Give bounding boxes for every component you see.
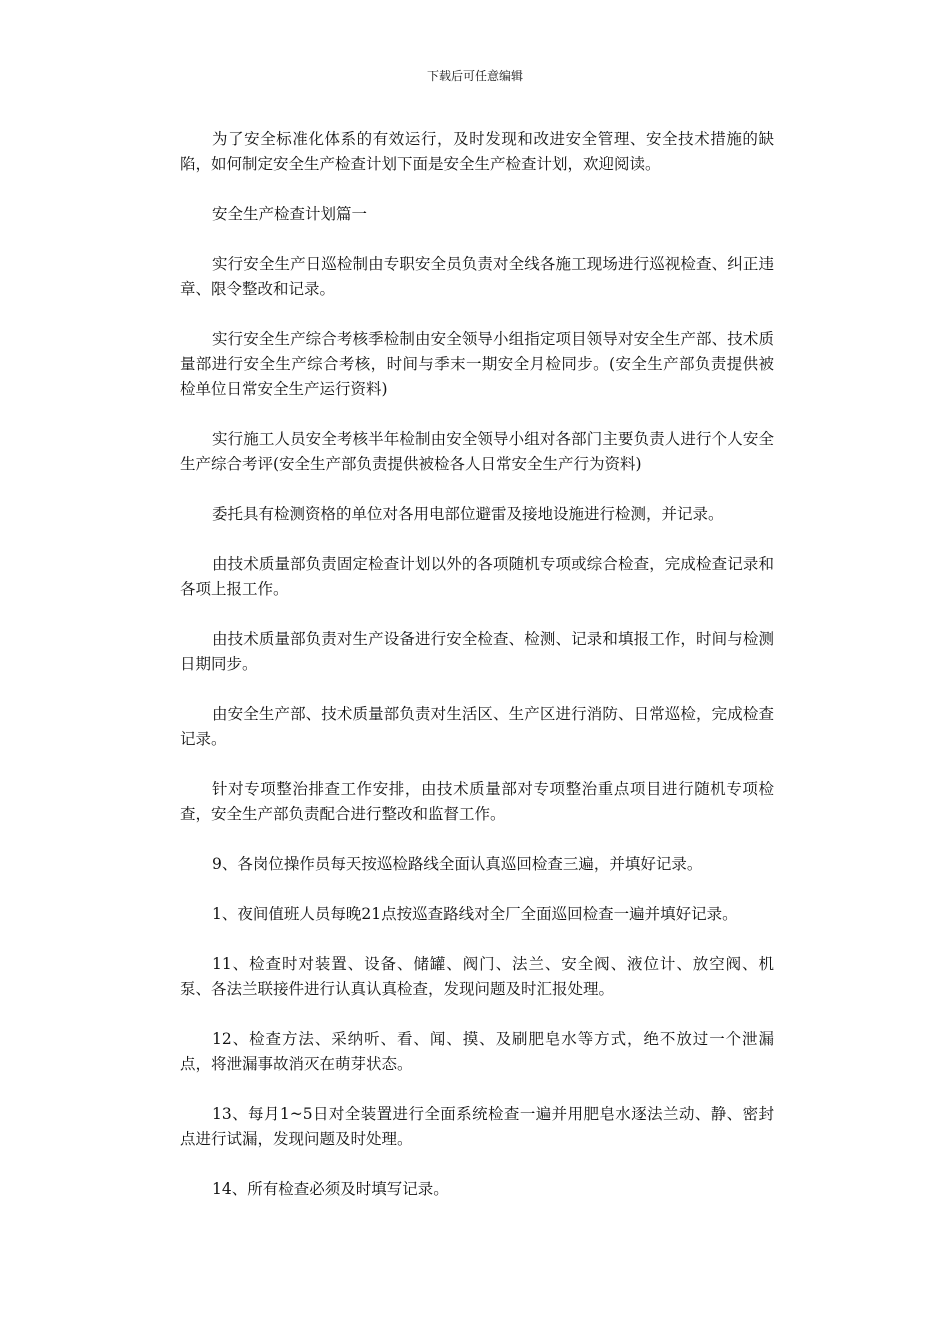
body-paragraph: 针对专项整治排查工作安排，由技术质量部对专项整治重点项目进行随机专项检查，安全生产部负责配合进行整改和监督工作。 (180, 780, 774, 823)
body-paragraph: 实行安全生产综合考核季检制由安全领导小组指定项目领导对安全生产部、技术质量部进行安全生产综合考核，时间与季末一期安全月检同步。(安全生产部负责提供被检单位日常安全生产运行资料) (180, 330, 774, 398)
section-heading: 安全生产检查计划篇一 (212, 205, 368, 223)
body-paragraph: 实行安全生产日巡检制由专职安全员负责对全线各施工现场进行巡视检查、纠正违章、限令整改和记录。 (180, 255, 774, 298)
numbered-item: 13、每月1~5日对全装置进行全面系统检查一遍并用肥皂水逐法兰动、静、密封点进行试漏，发现问题及时处理。 (180, 1105, 774, 1148)
body-paragraph: 由技术质量部负责固定检查计划以外的各项随机专项或综合检查，完成检查记录和各项上报工作。 (180, 555, 774, 598)
intro-paragraph: 为了安全标准化体系的有效运行，及时发现和改进安全管理、安全技术措施的缺陷，如何制定安全生产检查计划下面是安全生产检查计划，欢迎阅读。 (180, 130, 774, 173)
numbered-item: 14、所有检查必须及时填写记录。 (212, 1180, 449, 1198)
body-paragraph: 委托具有检测资格的单位对各用电部位避雷及接地设施进行检测，并记录。 (212, 505, 724, 523)
body-paragraph: 由安全生产部、技术质量部负责对生活区、生产区进行消防、日常巡检，完成检查记录。 (180, 705, 774, 748)
numbered-item: 1、夜间值班人员每晚21点按巡查路线对全厂全面巡回检查一遍并填好记录。 (212, 905, 738, 923)
numbered-item: 9、各岗位操作员每天按巡检路线全面认真巡回检查三遍，并填好记录。 (212, 855, 703, 873)
page-header: 下载后可任意编辑 (426, 69, 523, 83)
numbered-item: 11、检查时对装置、设备、储罐、阀门、法兰、安全阀、液位计、放空阀、机泵、各法兰联接件进行认真认真检查，发现问题及时汇报处理。 (180, 955, 774, 998)
numbered-item: 12、检查方法、采纳听、看、闻、摸、及刷肥皂水等方式，绝不放过一个泄漏点，将泄漏事故消灭在萌芽状态。 (180, 1030, 774, 1073)
document-body (180, 127, 774, 1227)
body-paragraph: 由技术质量部负责对生产设备进行安全检查、检测、记录和填报工作，时间与检测日期同步。 (180, 630, 774, 673)
body-paragraph: 实行施工人员安全考核半年检制由安全领导小组对各部门主要负责人进行个人安全生产综合考评(安全生产部负责提供被检各人日常安全生产行为资料) (180, 430, 774, 473)
